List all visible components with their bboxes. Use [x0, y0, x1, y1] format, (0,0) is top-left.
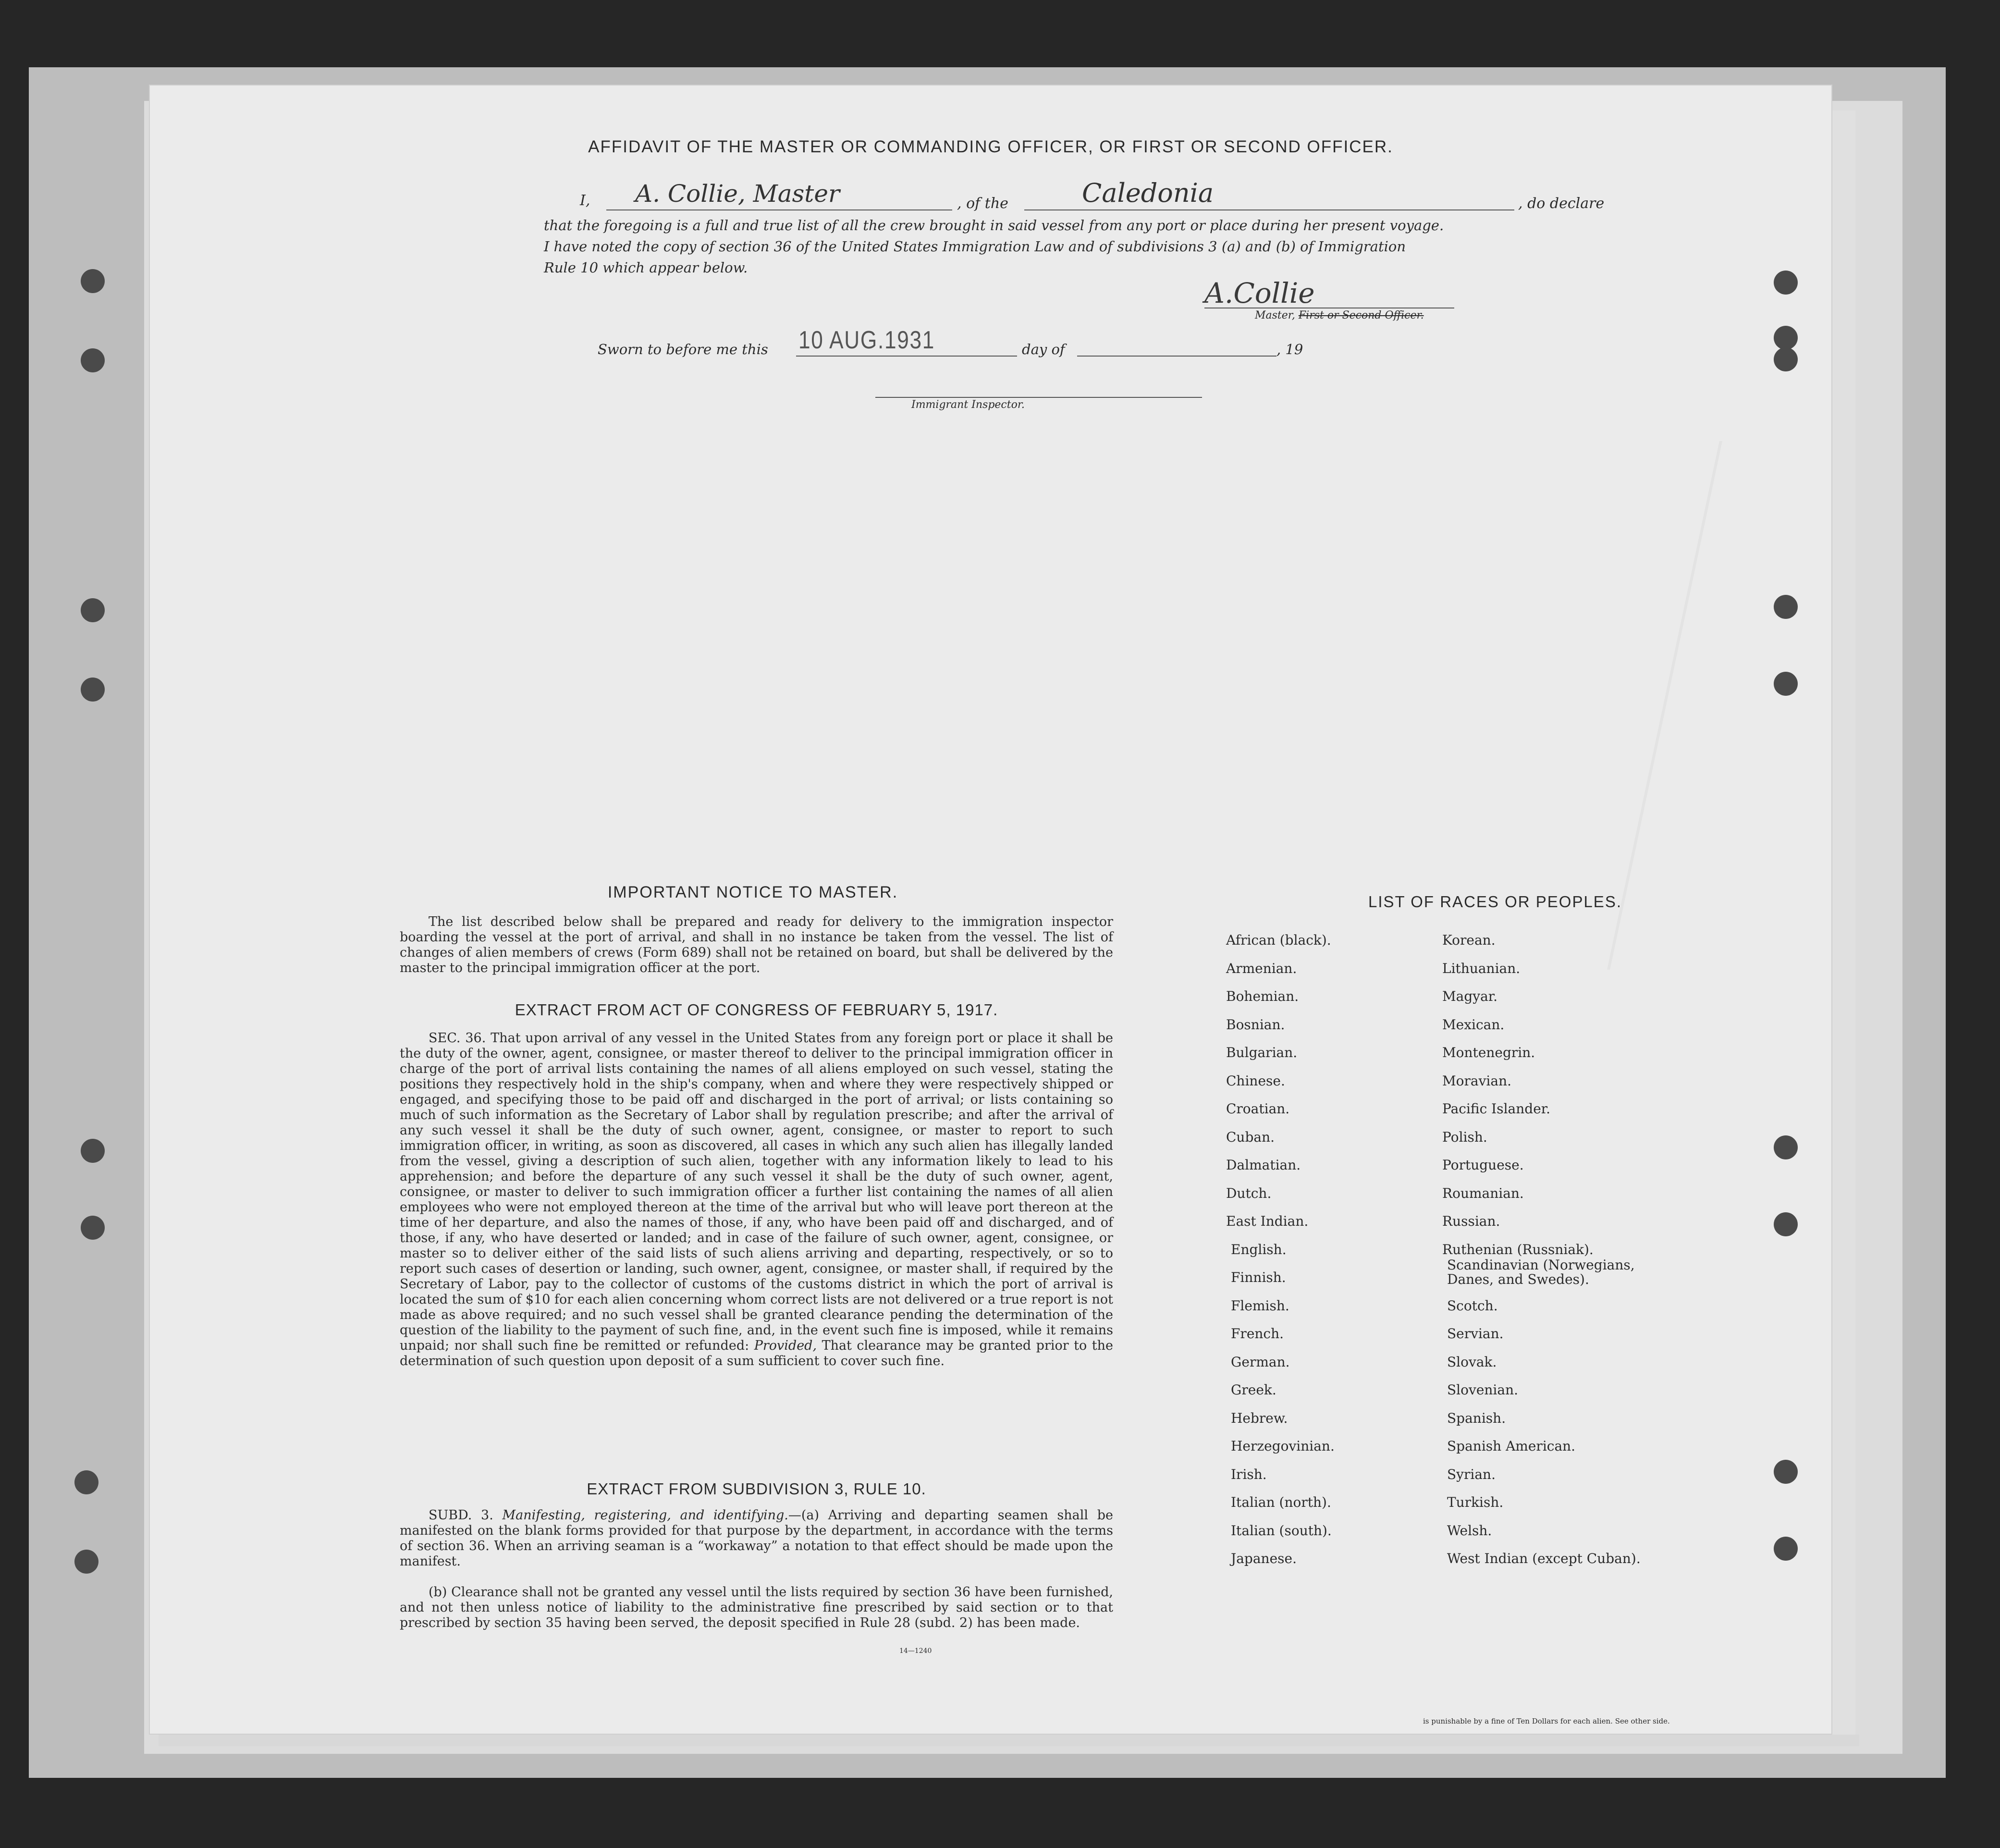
race-item-left: Hebrew.	[1231, 1410, 1288, 1426]
rule-extract-title: EXTRACT FROM SUBDIVISION 3, RULE 10.	[587, 1480, 926, 1498]
race-item-left: African (black).	[1226, 932, 1331, 948]
act-extract-title: EXTRACT FROM ACT OF CONGRESS OF FEBRUARY 5, 1917.	[515, 1001, 998, 1019]
date-stamp: 10 AUG.1931	[798, 326, 935, 354]
sworn-label: Sworn to before me this	[598, 341, 768, 357]
inspector-caption: Immigrant Inspector.	[911, 399, 1025, 411]
provided-word: Provided,	[754, 1338, 817, 1353]
race-item-left: Croatian.	[1226, 1101, 1290, 1117]
race-item-left: French.	[1231, 1326, 1284, 1342]
sworn-date-line	[796, 356, 1017, 357]
race-item-right: Ruthenian (Russniak).	[1442, 1241, 1594, 1257]
declaration-line-3: I have noted the copy of section 36 of the United States Immigration Law and of subdivisions 3 (a) and (b) of Immigration	[544, 238, 1406, 255]
race-item-right: Roumanian.	[1442, 1185, 1524, 1201]
master-name-handwritten: A. Collie, Master	[635, 180, 840, 208]
sec-36-text-end: That clearance may be granted prior to the determination of such question upon deposit of a sum sufficient to cover such fine.	[400, 1338, 1113, 1368]
race-item-right: Russian.	[1442, 1213, 1500, 1229]
race-item-right: Spanish.	[1447, 1410, 1506, 1426]
race-item-left: Herzegovinian.	[1231, 1438, 1335, 1454]
race-item-right: Montenegrin.	[1442, 1045, 1535, 1060]
punch-hole	[74, 1550, 98, 1574]
race-item-right: Lithuanian.	[1442, 960, 1521, 976]
punch-hole	[1774, 347, 1798, 371]
notice-text: The list described below shall be prepared and ready for delivery to the immigration inspector boarding the vessel at the port of arrival, and shall in no instance be taken from the vessel. The list of changes of alien members of crews (Form 689) shall not be retained on board, but shall be delivered by the master to the principal immigration officer at the port.	[400, 914, 1113, 975]
punch-hole	[1774, 1212, 1798, 1236]
day-of-label: day of	[1022, 341, 1065, 357]
do-declare-label: , do declare	[1518, 195, 1605, 212]
subd-heading: Manifesting, registering, and identifying.	[502, 1508, 788, 1523]
race-item-left: Irish.	[1231, 1466, 1267, 1482]
master-signature: A.Collie	[1204, 277, 1315, 309]
affidavit-title: AFFIDAVIT OF THE MASTER OR COMMANDING OFFICER, OR FIRST OR SECOND OFFICER.	[588, 137, 1393, 156]
race-item-right: Servian.	[1447, 1326, 1504, 1342]
race-item-left: Cuban.	[1226, 1129, 1275, 1145]
race-item-right: Welsh.	[1447, 1522, 1492, 1539]
race-item-left: Japanese.	[1231, 1551, 1297, 1566]
race-item-right: Korean.	[1442, 932, 1496, 948]
sec-label: SEC. 36.	[429, 1031, 486, 1046]
race-item-left: East Indian.	[1226, 1213, 1309, 1229]
punch-hole	[81, 348, 105, 372]
punch-hole	[1774, 1135, 1798, 1159]
punch-hole	[1774, 595, 1798, 619]
race-item-left: Italian (south).	[1231, 1522, 1332, 1539]
race-item-left: Chinese.	[1226, 1072, 1285, 1089]
race-item-left: Bosnian.	[1226, 1016, 1285, 1033]
race-item-right: West Indian (except Cuban).	[1447, 1551, 1641, 1566]
affidavit-page	[150, 86, 1831, 1734]
subd-text-a: —(a) Arriving and departing seamen shall be manifested on the blank forms provided for that purpose by the department, in accordance with the terms of section 36. When an arriving seaman is a “workaway” a notation to that effect should be made upon the manifest.	[400, 1508, 1113, 1569]
form-number: 14—1240	[899, 1647, 932, 1655]
race-item-left: Dutch.	[1226, 1185, 1272, 1201]
signature-caption	[1255, 309, 1424, 321]
races-title: LIST OF RACES OR PEOPLES.	[1368, 893, 1622, 911]
race-item-left: Greek.	[1231, 1382, 1276, 1398]
race-item-left: Armenian.	[1226, 960, 1297, 976]
punch-hole	[1774, 1537, 1798, 1561]
race-item-right: Mexican.	[1442, 1016, 1505, 1033]
act-extract-text	[400, 1031, 1113, 1369]
declaration-line-2: that the foregoing is a full and true list of all the crew brought in said vessel from any port or place during her present voyage.	[544, 217, 1444, 234]
rule-extract-text-a	[400, 1508, 1113, 1569]
race-item-right: Syrian.	[1447, 1466, 1496, 1482]
year-label: , 19	[1276, 341, 1303, 357]
sec-36-text: That upon arrival of any vessel in the United States from any foreign port or place it shall be the duty of the owner, agent, consignee, or master thereof to deliver to the principal immigration officer in charge of the port of arrival lists containing the names of all aliens employed on such vessel, stating the positions they respectively hold in the ship's company, when and where they were respectively shipped or engaged, and specifying those to be paid off and discharged in the port of arrival; or lists containing so much of such information as the Secretary of Labor shall by regulation prescribe; and after the arrival of any such vessel it shall be the duty of such owner, agent, consignee, or master to report to such immigration officer, in writing, as soon as discovered, all cases in which any such alien has illegally landed from the vessel, giving a description of such alien, together with any information likely to lead to his apprehension; and before the departure of any such vessel it shall be the duty of such owner, agent, consignee, or master to deliver to such immigration officer a further list containing the names of all alien employees who were not employed thereon at the time of the arrival but who will leave port thereon at the time of her departure, and also the names of those, if any, who have been paid off and discharged, and of those, if any, who have deserted or landed; and in case of the failure of such owner, agent, consignee, or master so to deliver either of the said lists of such aliens arriving and departing, respectively, or so to report such cases of desertion or landing, such owner, agent, consignee, or master shall, if required by the Secretary of Labor, pay to the collector of customs of the customs district in which the port of arrival is located the sum of $10 for each alien concerning whom correct lists are not delivered or a true report is not made as above required; and no such vessel shall be granted clearance pending the determination of the question of the liability to the payment of such fine, and, in the event such fine is imposed, while it remains unpaid; nor shall such fine be remitted or refunded:	[400, 1031, 1113, 1353]
race-item-left: Dalmatian.	[1226, 1157, 1301, 1173]
punch-hole	[1774, 326, 1798, 350]
punch-hole	[81, 269, 105, 293]
page-bottom-edge	[159, 1735, 1859, 1746]
race-item-right: Magyar.	[1442, 988, 1498, 1004]
race-item-right: Turkish.	[1447, 1494, 1504, 1510]
race-item-left: Bohemian.	[1226, 988, 1299, 1004]
bleed-through-marks	[1271, 441, 1722, 970]
punch-hole	[1774, 271, 1798, 295]
race-item-right: Slovak.	[1447, 1354, 1497, 1370]
punch-hole	[81, 1139, 105, 1163]
race-item-left: Flemish.	[1231, 1297, 1289, 1314]
punch-hole	[74, 1470, 98, 1494]
caption-struck-officer: First or Second Officer.	[1298, 309, 1424, 321]
race-item-right: Spanish American.	[1447, 1438, 1576, 1454]
rule-extract-text-b: (b) Clearance shall not be granted any vessel until the lists required by section 36 have been furnished, and not then unless notice of liability to the administrative fine prescribed by said section or to that prescribed by section 35 having been served, the deposit specified in Rule 28 (subd. 2) has been made.	[400, 1585, 1113, 1630]
of-the-label: , of the	[957, 195, 1008, 212]
inspector-signature-line	[875, 397, 1202, 398]
punch-hole	[81, 678, 105, 702]
subd-label: SUBD. 3.	[429, 1508, 493, 1523]
race-item-right: Portuguese.	[1442, 1157, 1524, 1173]
punch-hole	[81, 598, 105, 622]
caption-master: Master,	[1255, 309, 1295, 321]
vessel-name-handwritten: Caledonia	[1082, 178, 1214, 208]
race-item-right: Scotch.	[1447, 1297, 1498, 1314]
race-item-left: Finnish.	[1231, 1269, 1286, 1285]
declaration-line-4: Rule 10 which appear below.	[544, 259, 748, 276]
race-item-left: Bulgarian.	[1226, 1045, 1298, 1060]
race-item-left: English.	[1231, 1241, 1287, 1257]
notice-title: IMPORTANT NOTICE TO MASTER.	[607, 883, 898, 901]
race-item-left: Italian (north).	[1231, 1494, 1331, 1510]
race-item-right: Pacific Islander.	[1442, 1101, 1550, 1117]
punch-hole	[1774, 1460, 1798, 1484]
footer-note: is punishable by a fine of Ten Dollars for each alien. See other side.	[1423, 1717, 1670, 1725]
declarant-prefix: I,	[580, 192, 590, 209]
race-item-left: German.	[1231, 1354, 1290, 1370]
race-item-right: Slovenian.	[1447, 1382, 1518, 1398]
name-line	[606, 209, 952, 210]
race-item-right: Scandinavian (Norwegians, Danes, and Swedes).	[1447, 1257, 1635, 1287]
punch-hole	[1774, 672, 1798, 696]
punch-hole	[81, 1216, 105, 1240]
race-item-right: Polish.	[1442, 1129, 1487, 1145]
vessel-line	[1024, 209, 1514, 210]
race-item-right: Moravian.	[1442, 1072, 1512, 1089]
month-line	[1077, 356, 1276, 357]
